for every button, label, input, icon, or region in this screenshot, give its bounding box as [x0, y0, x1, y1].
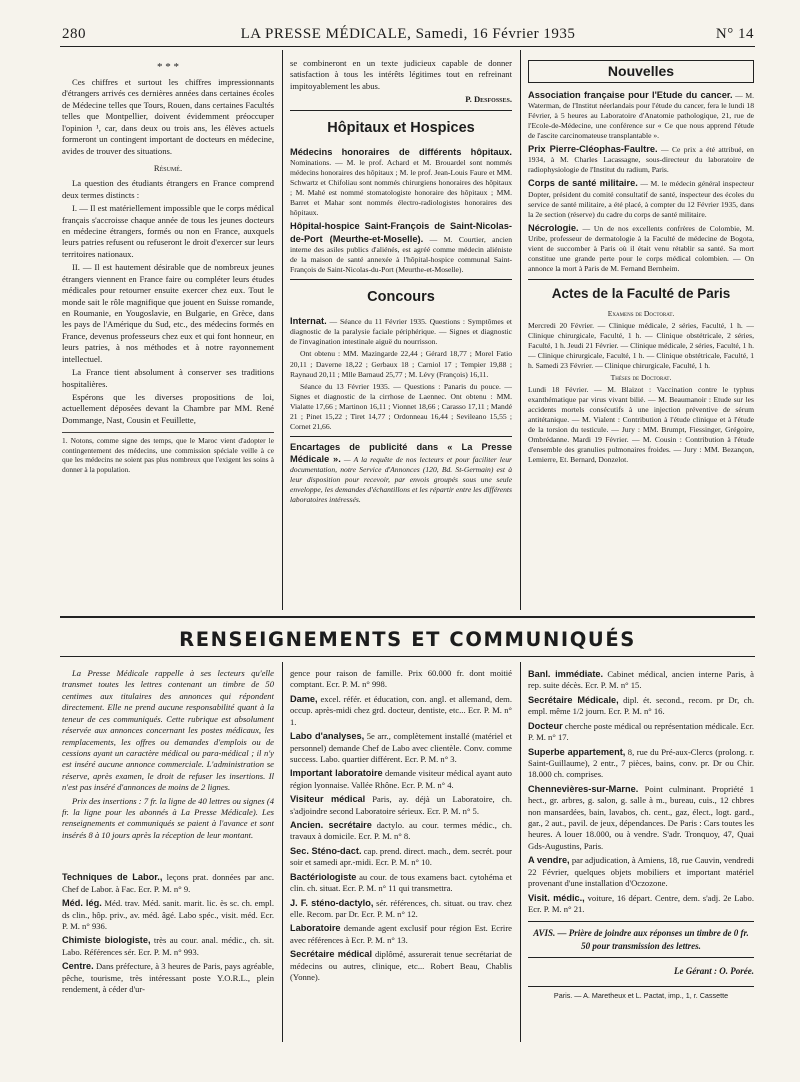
classified-ad-text: voiture, 16 départ. Centre, dem. s'adj. 2e Labo. Ecr. P. M. n° 21. — [528, 892, 754, 915]
news-item-heading: Association française pour l'Etude du cancer. — [528, 89, 733, 100]
section-title-concours: Concours — [367, 288, 435, 305]
printer-imprint: Paris. — A. Maretheux et L. Pactat, imp., 1, r. Cassette — [528, 986, 754, 1001]
classifieds-column — [528, 668, 754, 1054]
news-item-heading: Médecins honoraires de différents hôpitaux. — [290, 146, 512, 157]
journal-title: LA PRESSE MÉDICALE, Samedi, 16 Février 1935 — [240, 26, 576, 42]
classified-ad-text: diplômé, assurerait tenue secrétariat de médecins ou autres, clinique, etc... Robert Beau, Chablis (Yonne). — [290, 949, 512, 983]
classified-ad — [528, 854, 754, 889]
column-divider — [520, 662, 521, 1042]
article-paragraph: II. — Il est hautement désirable que de nombreux jeunes étrangers viennent en France faire ou compléter leurs études médicales pour retourner ensuite exercer chez eux. Tout le monde sait le rôle magnifique que jouent en Suisse romande, en Roumanie, en Yougoslavie, en Bulgarie, en Grèce, dans les pays de l'Amérique du Sud, etc., des médecins formés en France, devenus professeurs chez eux et qui font honneur, en leurs patries, à nos méthodes et à notre rayonnement intellectuel. — [62, 262, 274, 364]
classified-ad — [290, 819, 512, 843]
classified-ad-keyword: J. F. sténo-dactylo, — [290, 897, 374, 908]
gerant-signature: Le Gérant : O. Porée. — [674, 965, 754, 976]
news-item-heading: Hôpital-hospice Saint-François de Saint-Nicolas-de-Port (Meurthe-et-Moselle). — [290, 221, 512, 244]
news-item-heading: Prix Pierre-Cléophas-Faultre. — [528, 143, 658, 154]
classified-ad — [62, 960, 274, 995]
classified-ad-text: demande visiteur médical ayant auto région lyonnaise. Vallée Rhône. Ecr. P. M. n° 4. — [290, 768, 512, 790]
notice-paragraph: La Presse Médicale rappelle à ses lecteurs qu'elle transmet toutes les lettres contenant un timbre de 50 centimes aux titulaires des annonces qui répondent directement. Elle ne prend aucune responsabilité quant à la teneur de ces communiqués. Cette rubrique est absolument réservée aux annonces concernant les postes médicaux, les remplacements, les offres ou demandes d'emplois ou de cessions ayant un caractère médical ou para-médical ; il n'y est inséré aucune annonce commerciale. L'administration se réserve, après examen, le droit de refuser les insertions. Il n'est pas inséré d'annonces de moins de 2 lignes. — [62, 668, 274, 793]
classified-ad — [528, 694, 754, 718]
news-item-text: Lundi 18 Février. — M. Blaizot : Vaccination contre le typhus exanthématique par virus vivant bilié. — M. Beaumanoir : Etude sur les accidents mortels consécutifs à une injection préventive de sérum antitétanique. — M. Vialent : Contribution à l'étude clinique et à l'étude de la torsion du testicule. — Jury : MM. Brumpt, Fiessinger, Grégoire, Ombrédanne. Mardi 19 Février. — M. Cousin : Contribution à l'étude d'ensemble des granulies pulmonaires froides. — Jury : MM. Bezançon, Lemierre, Et. Bernard, Donzelot. — [528, 385, 754, 465]
news-item — [290, 146, 512, 218]
column-divider — [282, 50, 283, 610]
classified-ad-keyword: Labo d'analyses, — [290, 731, 365, 742]
news-item — [290, 220, 512, 275]
classified-ad — [290, 730, 512, 765]
section-title-nouvelles: Nouvelles — [528, 60, 754, 83]
classified-ad-keyword: Ancien. secrétaire — [290, 820, 372, 831]
page-number: 280 — [62, 26, 86, 42]
news-item-text: Nominations. — M. le prof. Achard et M. Brouardel sont nommés médecins honoraires des hôpitaux ; M. le prof. Jean-Louis Faure et MM. Schwartz et Chifoliau sont nommés chirurgiens honoraires des hôpitaux ; M. Mahé est nommé stomatologiste honoraire des hôpitaux ; MM. Barret et Mahar sont nommés électro-radiologistes honoraires des hôpitaux. — [290, 158, 512, 218]
news-item-text: — M. Waterman, de l'Institut néerlandais pour l'étude du cancer, fera le lundi 18 Février, à 5 heures au Laboratoire d'Anatomie pathologique, 21, rue de l'Ecole-de-Médecine, une conférence sur « Ce que nous apprend l'étude de l'ascite carcinomateuse transplantable ». — [528, 90, 754, 140]
section-stars: * * * — [157, 62, 179, 73]
news-item-heading: Internat. — [290, 316, 327, 327]
classified-ad — [290, 871, 512, 895]
news-item-text: — M. le médecin général inspecteur Dopter, président du comité consultatif de santé, inspecteur des écoles du service de santé militaire, a été placé, à compter du 12 Février 1935, dans la 2e section (réserve) du cadre du corps de santé militaire. — [528, 179, 754, 219]
section-title-faculte: Actes de la Faculté de Paris — [551, 285, 731, 301]
news-item-heading: Encartages de publicité dans « La Presse Médicale ». — [290, 441, 512, 464]
news-item — [528, 222, 754, 274]
classified-ad-text: Dans préfecture, à 3 heures de Paris, pays agréable, pêche, tourisme, très intéressant poste Y.O.R.L., plein rendement, à céder d'ur- — [62, 961, 274, 995]
classified-ad-text: dipl. ét. second., recom. pr Dr, ch. empl. même 1/2 journ. Ecr. P. M. n° 16. — [528, 694, 754, 717]
classified-ad — [528, 892, 754, 916]
classified-ad-text: gence pour raison de famille. Prix 60.000 fr. dont moitié comptant. Ecr. P. M. n° 998. — [290, 668, 512, 690]
author-signature: P. Desfosses. — [465, 94, 512, 105]
header-rule — [60, 46, 755, 47]
classified-ad — [528, 783, 754, 853]
article-paragraph: I. — Il est matériellement impossible que le corps médical français s'accroisse chaque année de tous les jeunes docteurs en médecine étrangers, formés ou non en France, auxquels leurs patries refusent ou refuseront le droit d'exercer sur leurs territoires nationaux. — [62, 203, 274, 259]
news-item — [528, 143, 754, 175]
classified-ad-text: par adjudication, à Amiens, 18, rue Cauvin, vendredi 22 Février, quelques objets mobiliers et important matériel provenant d'une installation d'Oczozone. — [528, 855, 754, 889]
classified-ad-keyword: Centre. — [62, 961, 94, 972]
article-paragraph: La France tient absolument à conserver ses traditions hospitalières. — [62, 367, 274, 389]
summary-heading: Résumé. — [153, 162, 183, 173]
article-paragraph: Ces chiffres et surtout les chiffres impressionnants d'étrangers arrivés ces dernières années dans certaines écoles de Médecine telles que Tours, Rouen, dans certaines Facultés telles que Montpellier, doivent évidemment préoccuper l'opinion ¹, car, dans deux ou trois ans, les élèves actuels formeront un contingent important de docteurs en médecine, avides de trouver des situations. — [62, 77, 274, 156]
classified-ad-text: Paris, ay. déjà un Laboratoire, ch. s'adjoindre second Laboratoire sérieux. Ecr. P. M. n° 5. — [290, 794, 512, 816]
section-title-renseignements: RENSEIGNEMENTS ET COMMUNIQUÉS — [179, 628, 636, 651]
classified-ad-text: très au cour. anal. médic., ch. sit. Labo. Références sér. Ecr. P. M. n° 993. — [62, 935, 274, 957]
issue-number: N° 14 — [715, 26, 754, 42]
section-rule — [60, 616, 755, 618]
classified-ad-keyword: Sec. Sténo-dact. — [290, 845, 362, 856]
classified-ad — [528, 720, 754, 744]
classified-ad — [528, 746, 754, 781]
news-item — [528, 89, 754, 141]
column-divider — [520, 50, 521, 610]
article-paragraph: La question des étudiants étrangers en France comprend deux termes distincts : — [62, 178, 274, 200]
news-item-text: — Un de nos excellents confrères de Colombie, M. Uribe, professeur de dermatologie à la Faculté de médecine de Bogota, vient de succomber à Paris où il était venu rétablir sa santé. Sa mort constitue une grande perte pour le corps médical colombien. — On annonce la mort à Paris de M. Fernand Bernheim. — [528, 223, 754, 273]
classified-ad-keyword: Chennevières-sur-Marne. — [528, 783, 639, 794]
classified-ad-text: cap. prend. direct. mach., dem. secrét. pour soir et samedi apr.-midi. Ecr. P. M. n° 10. — [290, 845, 512, 868]
classified-ad — [62, 871, 274, 895]
classified-ad — [290, 897, 512, 921]
right-column — [528, 60, 754, 610]
classified-ad-keyword: Bactériologiste — [290, 871, 357, 882]
classified-ad — [290, 845, 512, 869]
column-divider — [282, 662, 283, 1042]
avis-notice: AVIS. — Prière de joindre aux réponses un timbre de 0 fr. 50 pour transmission des lettres. — [528, 921, 754, 957]
classified-ad-text: 8, rue du Pré-aux-Clercs (prolong. r. Saint-Guillaume), 2 entr., 7 pièces, bains, conv. pr. Dr ou Chir. 18.000 ch. comprises. — [528, 746, 754, 780]
classified-ad-text: 5e arr., complètement installé (matériel et personnel) demande Chef de Labo avec clientèle. Conv. comme success. Labo. quartier différent. Ecr. P. M. n° 3. — [290, 731, 512, 764]
article-paragraph: se combineront en un texte judicieux capable de donner satisfaction à tous les intérêts légitimes tout en refreinant impitoyablement les abus. — [290, 58, 512, 91]
article-paragraph: Espérons que les diverses propositions de loi, actuellement déposées devant la Chambre par MM. René Dommange, Nast, Cousin et Feuillette, — [62, 391, 274, 425]
classified-ad — [528, 668, 754, 692]
news-item-text: — Séance du 11 Février 1935. Questions : Symptômes et diagnostic de la paralysie faciale périphérique. — Signes et diagnostic de l'invagination intestinale aiguë du nourrisson. — [290, 317, 512, 347]
notice-paragraph: Prix des insertions : 7 fr. la ligne de 40 lettres ou signes (4 fr. la ligne pour les abonnés à La Presse Médicale). Les renseignements et communiqués se paient à l'avance et sont insérés 8 à 10 jours après la réception de leur montant. — [62, 795, 274, 840]
classified-ad-text: au cour. de tous examens bact. cytohéma et clin. ch. situat. Ecr. P. M. n° 11 qui transmettra. — [290, 871, 512, 894]
subsection-heading: Examens de Doctorat. — [607, 308, 675, 318]
news-item-text: Ont obtenu : MM. Mazingarde 22,44 ; Gérard 18,77 ; Morel Fatio 20,11 ; Daverne 18,22 ; Gerbaux 18 ; Carniol 17 ; Tempier 19,88 ; Raynaud 20,11 ; Mlle Barnaud 25,77 ; M. Lévy (François) 16,11. — [290, 349, 512, 379]
classified-ad — [62, 897, 274, 932]
classified-ad-keyword: Docteur — [528, 720, 563, 731]
classified-ad-keyword: Méd. lég. — [62, 898, 102, 909]
classified-ad-text: cherche poste médical ou représentation médicale. Ecr. P. M. n° 17. — [528, 720, 754, 743]
news-item-text: Séance du 13 Février 1935. — Questions : Panaris du pouce. — Signes et diagnostic de la cirrhose de Laennec. Ont obtenu : MM. Vialatte 17,66 ; Martinon 16,11 ; Vionnet 18,66 ; Carasso 17,11 ; Mandé 21 ; Pinet 15,22 ; Tiret 14,77 ; Ordonneau 16,44 ; Sevileano 15,55 ; Cornet 21,66. — [290, 381, 512, 431]
classified-ad-keyword: A vendre, — [528, 855, 570, 866]
news-item-text: — A la requête de nos lecteurs et pour faciliter leur documentation, notre Service d'Annonces (120, Bd. St-Germain) est à leur disposition pour recevoir, par envois groupés sous une seule enveloppe, les demandes d'échantillons et les répartir entre les différents laboratoires intéressés. — [290, 454, 512, 505]
footnote: 1. Notons, comme signe des temps, que le Maroc vient d'adopter le contingentement des médecins, une commission spéciale veille à ce que les médecins ne soient pas plus nombreux que l'exigent les soins à donner à la population. — [62, 432, 274, 475]
classified-ad-text: Point culminant. Propriété 1 hect., gr. arbres, g. salon, g. salle à m., bureau, cuis., 12 chbres non mansardées, bain, lavabos, ch. cent., gaz, élect., logt. gard., gar., 2 aut., pavil. de jeux, dépendances. De Paris : Cars toutes les heures. A louer 18.000, ou à vendre. S'adr. Tronquoy, 47, Quai Gds-Augustins, Paris. — [528, 783, 754, 851]
classified-ad-keyword: Techniques de Labor., — [62, 872, 163, 883]
news-item-heading: Nécrologie. — [528, 222, 579, 233]
classified-ad-text: demande agent exclusif pour région Est. Ecrire avec références à Ecr. P. M. n° 13. — [290, 923, 512, 945]
section-rule — [60, 656, 755, 657]
classified-ad-keyword: Dame, — [290, 693, 318, 704]
classifieds-list — [290, 668, 512, 984]
news-item-text: — Ce prix a été attribué, en 1934, à M. Charles Lacassagne, sous-directeur du laboratoire de radiophysiologie de l'Institut du radium, Paris. — [528, 144, 754, 175]
classified-ad-keyword: Superbe appartement, — [528, 746, 626, 757]
classified-ad-text: excel. référ. et éducation, con. angl. et allemand, dem. occup. après-midi chez grd. docteur, dentiste, etc... Ecr. P. M. n° 1. — [290, 693, 512, 727]
classified-ad-text: sér. références, ch. situat. ou trav. chez elle. Recom. par Dr. Ecr. P. M. n° 12. — [290, 897, 512, 920]
classified-ad-text: leçons prat. données par anc. Chef de Labor. à Fac. Ecr. P. M. n° 9. — [62, 872, 274, 894]
classified-ad — [290, 922, 512, 946]
classifieds-column — [290, 668, 512, 1054]
classified-ad — [62, 934, 274, 958]
middle-column — [290, 58, 512, 610]
classified-ad-text: dactylo. au cour. termes médic., ch. travaux à domicile. Ecr. P. M. n° 8. — [290, 820, 512, 842]
classifieds-list — [528, 668, 754, 915]
news-item-text: — M. Courtier, ancien interne des asiles publics d'aliénés, est agréé comme médecin aliéniste de la maison de santé annexée à l'hôpital-hospice communal Saint-François de Saint-Nicolas-du-Port (Meurthe-et-Moselle). — [290, 234, 512, 274]
classified-ad — [290, 693, 512, 728]
classified-ad — [290, 668, 512, 691]
classified-ad-keyword: Chimiste biologiste, — [62, 935, 151, 946]
news-item — [290, 315, 512, 347]
classified-ad-keyword: Visiteur médical — [290, 794, 366, 805]
classified-ad-text: Méd. trav. Méd. sanit. marit. lic. ès sc. ch. empl. ds clin., hôp. priv., av. méd. âgé. Labo spéc., visit. méd. Ecr. P. M. n° 936. — [62, 898, 274, 932]
classified-ad-keyword: Important laboratoire — [290, 768, 383, 779]
classified-ad — [290, 767, 512, 791]
running-header — [62, 26, 754, 46]
classified-ad — [290, 793, 512, 817]
classifieds-list — [62, 871, 274, 995]
classifieds-notice — [62, 668, 274, 841]
classified-ad — [290, 948, 512, 983]
news-item-heading: Corps de santé militaire. — [528, 178, 638, 189]
news-item — [290, 441, 512, 506]
subsection-heading: Thèses de Doctorat. — [610, 373, 672, 382]
news-item — [528, 177, 754, 219]
classified-ad-keyword: Banl. immédiate. — [528, 669, 604, 679]
classified-ad-text: Cabinet médical, ancien interne Paris, à rep. suite décès. Ecr. P. M. n° 15. — [528, 669, 754, 691]
classifieds-column — [62, 668, 274, 1054]
classified-ad-keyword: Secrétaire Médicale, — [528, 694, 619, 705]
classified-ad-keyword: Visit. médic., — [528, 892, 585, 903]
article-column — [62, 62, 274, 610]
news-item-text: Mercredi 20 Février. — Clinique médicale, 2 séries, Faculté, 1 h. — Clinique chirurgicale, Faculté, 1 h. — Clinique obstétricale, 2 séries, Faculté, 1 h. Jeudi 21 Février. — Clinique médicale, 2 séries, Faculté, 1 h. — Clinique chirurgicale, Faculté, 1 h. — Clinique obstétricale, Faculté, 1 h. Samedi 23 Février. — Clinique chirurgicale, Faculté, 1 h. — [528, 320, 754, 370]
section-title-hopitaux: Hôpitaux et Hospices — [327, 119, 475, 136]
classified-ad-keyword: Laboratoire — [290, 923, 341, 934]
classified-ad-keyword: Secrétaire médical — [290, 949, 373, 960]
